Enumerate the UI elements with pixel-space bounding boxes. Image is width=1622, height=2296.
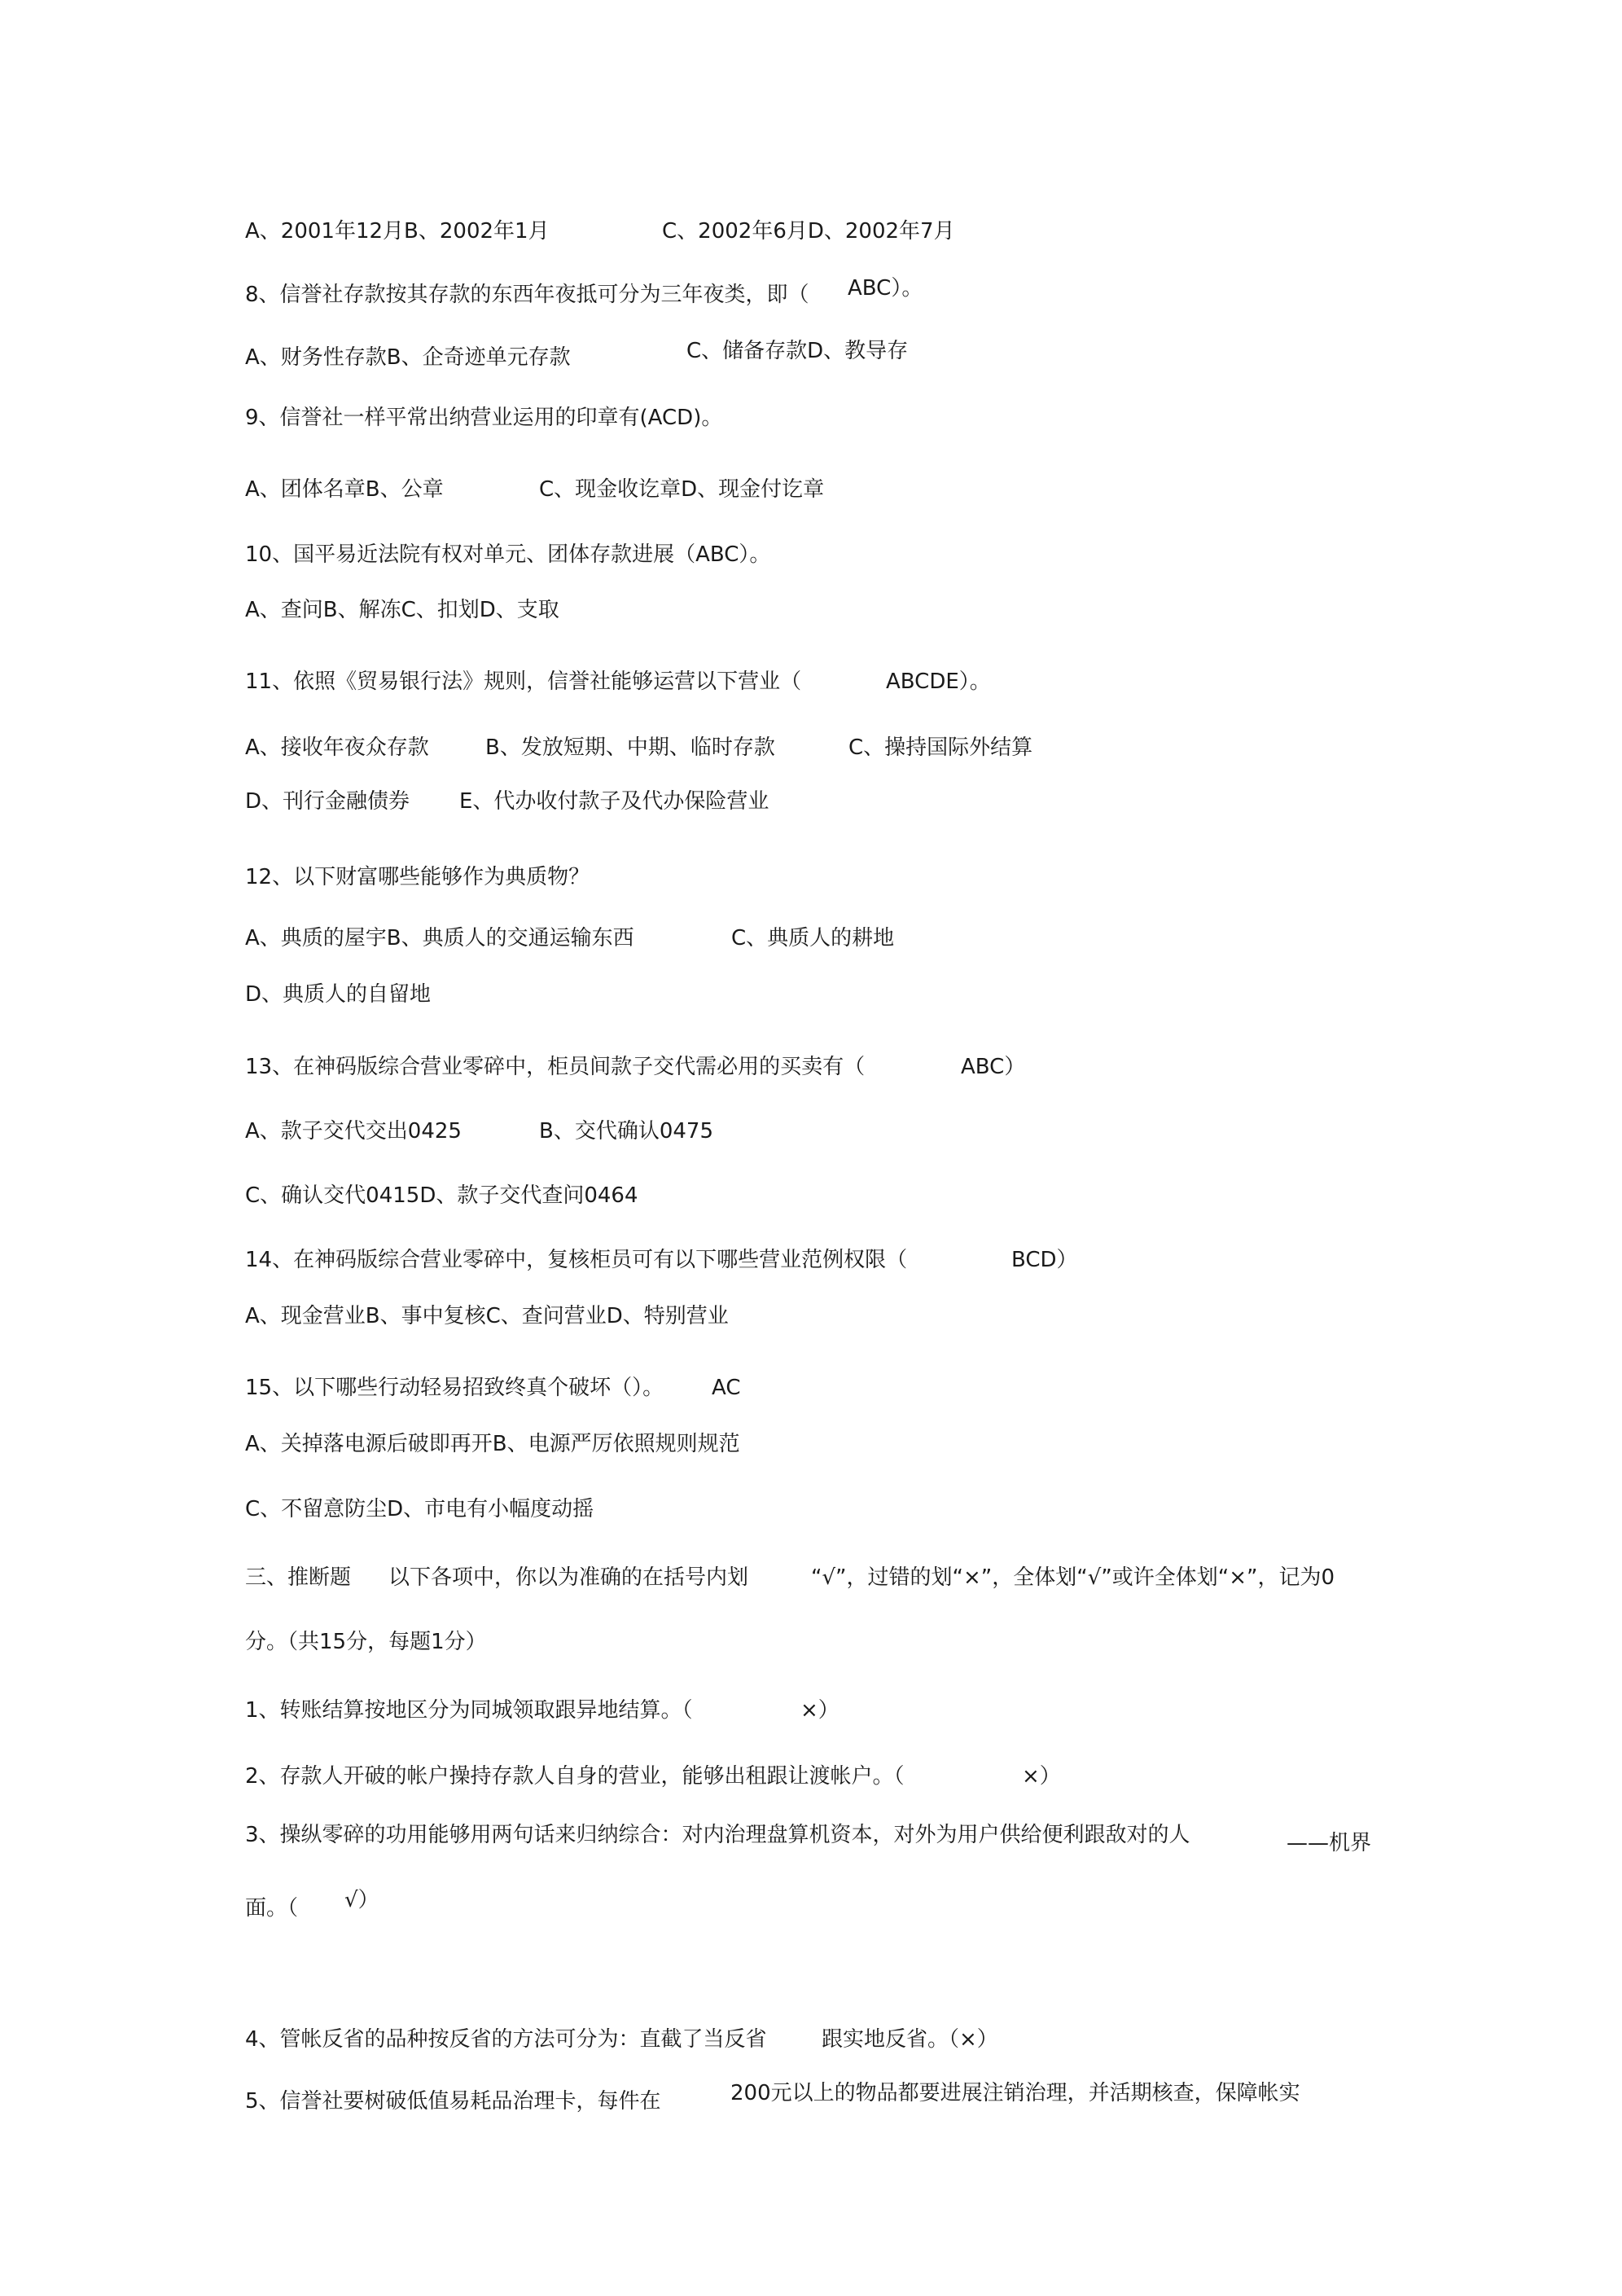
question-13 xyxy=(245,1053,1026,1081)
text-segment: 以下各项中，你以为准确的在括号内划 xyxy=(388,1565,749,1590)
text-segment: B、交代确认0475 xyxy=(539,1119,714,1144)
tf-question-2 xyxy=(245,1763,1061,1790)
tf-question-1 xyxy=(245,1697,839,1724)
question-13-options-row-2 xyxy=(245,1182,638,1209)
text-segment: A、现金营业B、事中复核C、查问营业D、特别营业 xyxy=(245,1304,729,1328)
answer-mark: ×） xyxy=(1022,1764,1061,1789)
text-segment: 15、以下哪些行动轻易招致终真个破坏（）。 xyxy=(245,1376,664,1400)
text-segment: C、典质人的耕地 xyxy=(731,926,895,950)
tf-question-5 xyxy=(245,2081,1300,2115)
section-title: 三、推断题 xyxy=(245,1565,352,1590)
text-segment: A、款子交代交出0425 xyxy=(245,1119,462,1144)
text-segment: A、查问B、解冻C、扣划D、支取 xyxy=(245,598,559,622)
text-segment: C、操持国际外结算 xyxy=(848,735,1033,760)
question-12-options-row-2 xyxy=(245,981,431,1008)
text-segment: C、2002年6月D、2002年7月 xyxy=(662,219,955,244)
section-3-heading xyxy=(245,1564,1335,1591)
question-9 xyxy=(245,404,722,432)
answer-text: ABC） xyxy=(961,1055,1026,1079)
text-segment: A、2001年12月B、2002年1月 xyxy=(245,219,550,244)
answer-text: ABC）。 xyxy=(848,276,923,301)
text-segment: 10、国平易近法院有权对单元、团体存款进展（ABC）。 xyxy=(245,542,771,567)
text-segment: 分。（共15分，每题1分） xyxy=(245,1630,487,1654)
text-segment: 2、存款人开破的帐户操持存款人自身的营业，能够出租跟让渡帐户。（ xyxy=(245,1764,905,1789)
answer-text: ABCDE）。 xyxy=(886,669,991,694)
text-segment: A、接收年夜众存款 xyxy=(245,735,429,760)
text-segment: A、典质的屋宇B、典质人的交通运输东西 xyxy=(245,926,634,950)
question-13-options-row-1 xyxy=(245,1117,714,1145)
text-segment: A、关掉落电源后破即再开B、电源严厉依照规则规范 xyxy=(245,1432,740,1456)
text-segment: D、刊行金融债券 xyxy=(245,789,410,814)
question-14-options xyxy=(245,1302,729,1330)
text-segment: D、典质人的自留地 xyxy=(245,982,432,1007)
text-segment: C、储备存款D、教导存 xyxy=(686,339,909,363)
question-12 xyxy=(245,863,590,891)
text-segment: 14、在神码版综合营业零碎中，复核柜员可有以下哪些营业范例权限（ xyxy=(245,1248,908,1272)
question-8 xyxy=(245,276,923,309)
question-11-options-row-2 xyxy=(245,788,769,815)
question-15-options-row-2 xyxy=(245,1495,594,1523)
tf-question-4 xyxy=(245,2026,998,2053)
question-10 xyxy=(245,541,770,569)
text-segment: 5、信誉社要树破低值易耗品治理卡，每件在 xyxy=(245,2089,661,2114)
question-9-options xyxy=(245,476,825,503)
text-segment: 12、以下财富哪些能够作为典质物？ xyxy=(245,865,590,889)
text-segment: “√”，过错的划“×”，全体划“√”或许全体划“×”，记为0 xyxy=(811,1565,1335,1590)
text-segment: 11、依照《贸易银行法》规则，信誉社能够运营以下营业（ xyxy=(245,669,802,694)
text-segment: 13、在神码版综合营业零碎中，柜员间款子交代需必用的买卖有（ xyxy=(245,1055,866,1079)
text-segment: 4、管帐反省的品种按反省的方法可分为：直截了当反省 xyxy=(245,2027,767,2052)
question-15 xyxy=(245,1374,741,1402)
question-11-options-row-1 xyxy=(245,734,1033,762)
answer-text: BCD） xyxy=(1011,1248,1078,1272)
question-11 xyxy=(245,668,991,696)
text-segment: E、代办收付款子及代办保险营业 xyxy=(459,789,769,814)
tf-question-3 xyxy=(245,1821,1372,1855)
answer-text: AC xyxy=(712,1376,741,1400)
question-15-options-row-1 xyxy=(245,1430,740,1458)
text-segment: C、不留意防尘D、市电有小幅度动摇 xyxy=(245,1497,594,1521)
text-segment: B、发放短期、中期、临时存款 xyxy=(485,735,775,760)
answer-mark: √） xyxy=(344,1888,379,1912)
question-14 xyxy=(245,1246,1078,1274)
text-segment: C、现金收讫章D、现金付讫章 xyxy=(539,477,825,502)
text-segment: 200元以上的物品都要进展注销治理，并活期核查，保障帐实 xyxy=(730,2081,1300,2105)
question-12-options-row-1 xyxy=(245,924,895,952)
question-10-options xyxy=(245,596,559,624)
text-segment: 9、信誉社一样平常出纳营业运用的印章有(ACD)。 xyxy=(245,406,723,430)
section-3-note xyxy=(245,1628,487,1656)
text-segment: A、团体名章B、公章 xyxy=(245,477,444,502)
text-segment: C、确认交代0415D、款子交代查问0464 xyxy=(245,1183,638,1208)
tf-question-3-continued xyxy=(245,1888,379,1922)
text-segment: A、财务性存款B、企奇迹单元存款 xyxy=(245,345,571,370)
text-segment: 面。（ xyxy=(245,1896,299,1921)
text-segment: 1、转账结算按地区分为同城领取跟异地结算。（ xyxy=(245,1698,693,1723)
text-segment: 8、信誉社存款按其存款的东西年夜抵可分为三年夜类，即（ xyxy=(245,283,809,307)
text-segment: 跟实地反省。（×） xyxy=(822,2027,998,2052)
question-7-options xyxy=(245,217,955,245)
text-segment: ——机界 xyxy=(1287,1831,1372,1855)
text-segment: 3、操纵零碎的功用能够用两句话来归纳综合：对内治理盘算机资本，对外为用户供给便利跟敌对的人 xyxy=(245,1823,1190,1847)
question-8-options xyxy=(245,339,909,371)
answer-mark: ×） xyxy=(800,1698,839,1723)
